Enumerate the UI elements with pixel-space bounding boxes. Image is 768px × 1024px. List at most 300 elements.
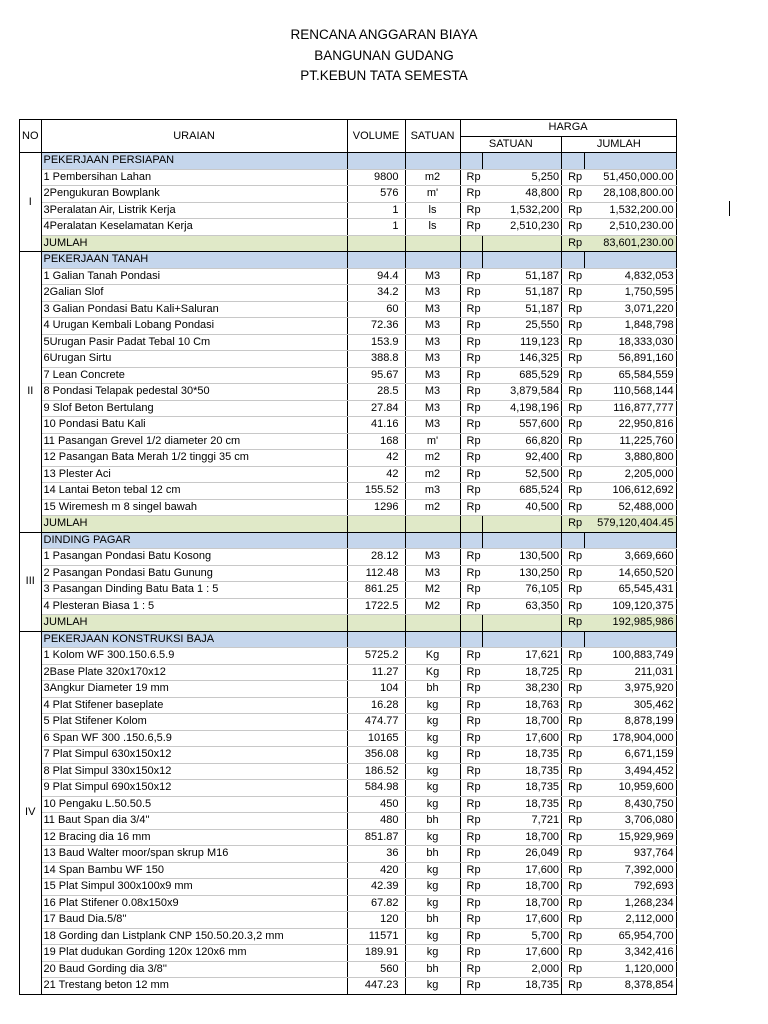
item-price-currency: Rp xyxy=(460,796,483,813)
item-unit: m2 xyxy=(405,466,460,483)
section-total-row xyxy=(20,516,677,533)
item-volume: 72.36 xyxy=(347,318,405,335)
empty-cell xyxy=(460,516,483,533)
item-unit: M3 xyxy=(405,367,460,384)
item-description: 6 Span WF 300 .150.6,5.9 xyxy=(41,730,347,747)
item-unit: ls xyxy=(405,219,460,236)
table-row xyxy=(20,318,677,335)
item-volume: 447.23 xyxy=(347,978,405,995)
item-volume: 27.84 xyxy=(347,400,405,417)
section-title: PEKERJAAN PERSIAPAN xyxy=(41,153,347,170)
item-unit: kg xyxy=(405,780,460,797)
item-total: 51,450,000.00 xyxy=(584,169,676,186)
item-price-currency: Rp xyxy=(460,928,483,945)
item-unit: M3 xyxy=(405,268,460,285)
item-description: 1 Kolom WF 300.150.6.5.9 xyxy=(41,648,347,665)
item-total: 3,669,660 xyxy=(584,549,676,566)
item-volume: 95.67 xyxy=(347,367,405,384)
item-total-currency: Rp xyxy=(562,598,585,615)
header-uraian: URAIAN xyxy=(41,120,347,153)
item-unit: m2 xyxy=(405,169,460,186)
item-total-currency: Rp xyxy=(562,862,585,879)
item-unit: bh xyxy=(405,912,460,929)
item-volume: 560 xyxy=(347,961,405,978)
item-total-currency: Rp xyxy=(562,945,585,962)
item-unit: M3 xyxy=(405,565,460,582)
item-price-currency: Rp xyxy=(460,747,483,764)
empty-cell xyxy=(584,153,676,170)
item-total: 65,584,559 xyxy=(584,367,676,384)
item-total-currency: Rp xyxy=(562,450,585,467)
item-price-currency: Rp xyxy=(460,450,483,467)
item-volume: 104 xyxy=(347,681,405,698)
table-row xyxy=(20,648,677,665)
item-total: 8,878,199 xyxy=(584,714,676,731)
item-total-currency: Rp xyxy=(562,928,585,945)
section-total-currency: Rp xyxy=(562,516,585,533)
header-satuan: SATUAN xyxy=(405,120,460,153)
item-total: 2,510,230.00 xyxy=(584,219,676,236)
section-total-amount: 83,601,230.00 xyxy=(584,235,676,252)
item-price-currency: Rp xyxy=(460,978,483,995)
empty-cell xyxy=(405,516,460,533)
empty-cell xyxy=(460,153,483,170)
item-description: 2Base Plate 320x170x12 xyxy=(41,664,347,681)
header-harga-satuan: SATUAN xyxy=(460,136,562,153)
header-harga: HARGA xyxy=(460,120,676,137)
item-unit: m' xyxy=(405,433,460,450)
empty-cell xyxy=(483,235,562,252)
item-description: 14 Span Bambu WF 150 xyxy=(41,862,347,879)
item-unit-price: 18,735 xyxy=(483,763,562,780)
item-volume: 36 xyxy=(347,846,405,863)
item-price-currency: Rp xyxy=(460,549,483,566)
section-title: DINDING PAGAR xyxy=(41,532,347,549)
item-volume: 861.25 xyxy=(347,582,405,599)
section-number: III xyxy=(20,532,42,631)
document-title xyxy=(0,25,768,87)
item-price-currency: Rp xyxy=(460,268,483,285)
item-unit-price: 48,800 xyxy=(483,186,562,203)
item-volume: 10165 xyxy=(347,730,405,747)
item-unit-price: 119,123 xyxy=(483,334,562,351)
section-header-row xyxy=(20,252,677,269)
item-unit-price: 18,763 xyxy=(483,697,562,714)
item-total-currency: Rp xyxy=(562,961,585,978)
item-description: 16 Plat Stifener 0.08x150x9 xyxy=(41,895,347,912)
item-total-currency: Rp xyxy=(562,483,585,500)
item-total: 116,877,777 xyxy=(584,400,676,417)
item-price-currency: Rp xyxy=(460,780,483,797)
item-unit: M3 xyxy=(405,318,460,335)
item-total: 792,693 xyxy=(584,879,676,896)
item-volume: 155.52 xyxy=(347,483,405,500)
title-line-1: RENCANA ANGGARAN BIAYA xyxy=(290,27,478,42)
item-total-currency: Rp xyxy=(562,499,585,516)
item-unit-price: 18,735 xyxy=(483,780,562,797)
empty-cell xyxy=(347,615,405,632)
item-unit-price: 38,230 xyxy=(483,681,562,698)
empty-cell xyxy=(584,631,676,648)
empty-cell xyxy=(460,615,483,632)
item-total: 1,532,200.00 xyxy=(584,202,676,219)
item-description: 7 Plat Simpul 630x150x12 xyxy=(41,747,347,764)
item-volume: 576 xyxy=(347,186,405,203)
item-description: 19 Plat dudukan Gording 120x 120x6 mm xyxy=(41,945,347,962)
table-row xyxy=(20,549,677,566)
empty-cell xyxy=(460,631,483,648)
item-total: 65,545,431 xyxy=(584,582,676,599)
item-volume: 356.08 xyxy=(347,747,405,764)
item-price-currency: Rp xyxy=(460,912,483,929)
section-total-amount: 192,985,986 xyxy=(584,615,676,632)
empty-cell xyxy=(562,532,585,549)
empty-cell xyxy=(584,532,676,549)
empty-cell xyxy=(584,252,676,269)
item-unit: kg xyxy=(405,945,460,962)
item-unit: bh xyxy=(405,846,460,863)
budget-table-body xyxy=(20,120,677,995)
item-volume: 28.5 xyxy=(347,384,405,401)
item-total-currency: Rp xyxy=(562,796,585,813)
item-total-currency: Rp xyxy=(562,186,585,203)
section-title: PEKERJAAN KONSTRUKSI BAJA xyxy=(41,631,347,648)
empty-cell xyxy=(405,532,460,549)
item-description: 3Peralatan Air, Listrik Kerja xyxy=(41,202,347,219)
table-row xyxy=(20,598,677,615)
item-volume: 168 xyxy=(347,433,405,450)
item-description: 10 Pengaku L.50.50.5 xyxy=(41,796,347,813)
item-unit-price: 1,532,200 xyxy=(483,202,562,219)
table-row xyxy=(20,780,677,797)
item-price-currency: Rp xyxy=(460,582,483,599)
item-volume: 388.8 xyxy=(347,351,405,368)
item-unit: m' xyxy=(405,186,460,203)
item-total-currency: Rp xyxy=(562,895,585,912)
item-total-currency: Rp xyxy=(562,780,585,797)
item-total-currency: Rp xyxy=(562,829,585,846)
table-row xyxy=(20,961,677,978)
item-volume: 1722.5 xyxy=(347,598,405,615)
item-total-currency: Rp xyxy=(562,268,585,285)
item-total: 10,959,600 xyxy=(584,780,676,797)
item-total: 8,430,750 xyxy=(584,796,676,813)
item-total: 52,488,000 xyxy=(584,499,676,516)
item-price-currency: Rp xyxy=(460,829,483,846)
empty-cell xyxy=(562,252,585,269)
item-total: 1,268,234 xyxy=(584,895,676,912)
section-number: II xyxy=(20,252,42,533)
item-unit-price: 557,600 xyxy=(483,417,562,434)
item-total-currency: Rp xyxy=(562,433,585,450)
item-total: 937,764 xyxy=(584,846,676,863)
table-row xyxy=(20,945,677,962)
item-total-currency: Rp xyxy=(562,730,585,747)
table-row xyxy=(20,565,677,582)
table-row xyxy=(20,697,677,714)
item-volume: 94.4 xyxy=(347,268,405,285)
item-description: 4 Plat Stifener baseplate xyxy=(41,697,347,714)
item-description: 9 Slof Beton Bertulang xyxy=(41,400,347,417)
item-total-currency: Rp xyxy=(562,681,585,698)
item-unit: kg xyxy=(405,862,460,879)
empty-cell xyxy=(405,153,460,170)
item-description: 4 Plesteran Biasa 1 : 5 xyxy=(41,598,347,615)
item-price-currency: Rp xyxy=(460,565,483,582)
item-unit: Kg xyxy=(405,648,460,665)
empty-cell xyxy=(562,631,585,648)
item-total-currency: Rp xyxy=(562,747,585,764)
section-header-row xyxy=(20,532,677,549)
item-price-currency: Rp xyxy=(460,598,483,615)
empty-cell xyxy=(483,252,562,269)
item-total-currency: Rp xyxy=(562,417,585,434)
item-total-currency: Rp xyxy=(562,912,585,929)
item-total-currency: Rp xyxy=(562,664,585,681)
item-price-currency: Rp xyxy=(460,879,483,896)
item-volume: 1 xyxy=(347,219,405,236)
table-row xyxy=(20,747,677,764)
item-unit-price: 18,700 xyxy=(483,714,562,731)
item-total-currency: Rp xyxy=(562,697,585,714)
item-description: 9 Plat Simpul 690x150x12 xyxy=(41,780,347,797)
item-unit: kg xyxy=(405,978,460,995)
item-total: 3,494,452 xyxy=(584,763,676,780)
empty-cell xyxy=(460,532,483,549)
item-price-currency: Rp xyxy=(460,961,483,978)
empty-cell xyxy=(405,235,460,252)
item-volume: 112.48 xyxy=(347,565,405,582)
item-unit: kg xyxy=(405,796,460,813)
table-row xyxy=(20,285,677,302)
item-volume: 67.82 xyxy=(347,895,405,912)
item-description: 8 Pondasi Telapak pedestal 30*50 xyxy=(41,384,347,401)
table-row xyxy=(20,796,677,813)
item-unit: M2 xyxy=(405,582,460,599)
text-cursor xyxy=(729,201,730,216)
item-price-currency: Rp xyxy=(460,351,483,368)
item-unit: kg xyxy=(405,697,460,714)
title-line-2: BANGUNAN GUDANG xyxy=(314,47,454,63)
item-price-currency: Rp xyxy=(460,499,483,516)
item-price-currency: Rp xyxy=(460,664,483,681)
item-volume: 11.27 xyxy=(347,664,405,681)
item-total: 7,392,000 xyxy=(584,862,676,879)
empty-cell xyxy=(347,516,405,533)
item-price-currency: Rp xyxy=(460,697,483,714)
item-unit-price: 52,500 xyxy=(483,466,562,483)
item-description: 3Angkur Diameter 19 mm xyxy=(41,681,347,698)
item-unit: kg xyxy=(405,895,460,912)
item-description: 18 Gording dan Listplank CNP 150.50.20.3,2 mm xyxy=(41,928,347,945)
item-description: 2Pengukuran Bowplank xyxy=(41,186,347,203)
item-price-currency: Rp xyxy=(460,367,483,384)
item-volume: 42 xyxy=(347,466,405,483)
item-description: 4 Urugan Kembali Lobang Pondasi xyxy=(41,318,347,335)
item-total-currency: Rp xyxy=(562,714,585,731)
item-unit-price: 18,735 xyxy=(483,747,562,764)
item-unit-price: 146,325 xyxy=(483,351,562,368)
item-description: 1 Galian Tanah Pondasi xyxy=(41,268,347,285)
item-unit: M3 xyxy=(405,334,460,351)
item-total: 106,612,692 xyxy=(584,483,676,500)
empty-cell xyxy=(562,153,585,170)
item-unit-price: 40,500 xyxy=(483,499,562,516)
table-row xyxy=(20,895,677,912)
item-description: 5Urugan Pasir Padat Tebal 10 Cm xyxy=(41,334,347,351)
empty-cell xyxy=(347,631,405,648)
item-price-currency: Rp xyxy=(460,400,483,417)
table-row xyxy=(20,681,677,698)
item-unit-price: 4,198,196 xyxy=(483,400,562,417)
item-unit-price: 5,250 xyxy=(483,169,562,186)
table-row xyxy=(20,928,677,945)
empty-cell xyxy=(483,631,562,648)
item-total-currency: Rp xyxy=(562,582,585,599)
item-description: 7 Lean Concrete xyxy=(41,367,347,384)
item-unit: M3 xyxy=(405,417,460,434)
item-price-currency: Rp xyxy=(460,730,483,747)
item-volume: 584.98 xyxy=(347,780,405,797)
item-description: 2Galian Slof xyxy=(41,285,347,302)
section-total-amount: 579,120,404.45 xyxy=(584,516,676,533)
item-volume: 1 xyxy=(347,202,405,219)
item-unit-price: 18,735 xyxy=(483,978,562,995)
item-unit-price: 3,879,584 xyxy=(483,384,562,401)
item-unit: M3 xyxy=(405,400,460,417)
item-total: 109,120,375 xyxy=(584,598,676,615)
section-header-row xyxy=(20,631,677,648)
item-description: 3 Galian Pondasi Batu Kali+Saluran xyxy=(41,301,347,318)
item-price-currency: Rp xyxy=(460,648,483,665)
item-description: 13 Plester Aci xyxy=(41,466,347,483)
table-row xyxy=(20,186,677,203)
item-total-currency: Rp xyxy=(562,549,585,566)
section-total-row xyxy=(20,235,677,252)
table-row xyxy=(20,730,677,747)
item-total: 178,904,000 xyxy=(584,730,676,747)
item-total-currency: Rp xyxy=(562,202,585,219)
item-description: 17 Baud Dia.5/8'' xyxy=(41,912,347,929)
item-total-currency: Rp xyxy=(562,763,585,780)
item-total-currency: Rp xyxy=(562,367,585,384)
item-total: 2,112,000 xyxy=(584,912,676,929)
item-total: 1,120,000 xyxy=(584,961,676,978)
section-title: PEKERJAAN TANAH xyxy=(41,252,347,269)
item-unit-price: 18,735 xyxy=(483,796,562,813)
section-total-currency: Rp xyxy=(562,235,585,252)
item-description: 21 Trestang beton 12 mm xyxy=(41,978,347,995)
item-total: 1,750,595 xyxy=(584,285,676,302)
item-total: 3,071,220 xyxy=(584,301,676,318)
item-price-currency: Rp xyxy=(460,384,483,401)
item-unit: m2 xyxy=(405,499,460,516)
item-price-currency: Rp xyxy=(460,895,483,912)
item-unit-price: 18,700 xyxy=(483,895,562,912)
item-unit: M3 xyxy=(405,549,460,566)
empty-cell xyxy=(483,532,562,549)
item-price-currency: Rp xyxy=(460,334,483,351)
table-row xyxy=(20,912,677,929)
table-row xyxy=(20,483,677,500)
item-description: 10 Pondasi Batu Kali xyxy=(41,417,347,434)
item-unit: Kg xyxy=(405,664,460,681)
item-total-currency: Rp xyxy=(562,879,585,896)
item-unit: bh xyxy=(405,681,460,698)
item-unit-price: 18,725 xyxy=(483,664,562,681)
item-total: 3,880,800 xyxy=(584,450,676,467)
item-price-currency: Rp xyxy=(460,862,483,879)
item-unit: kg xyxy=(405,879,460,896)
table-row xyxy=(20,450,677,467)
table-row xyxy=(20,169,677,186)
item-description: 2 Pasangan Pondasi Batu Gunung xyxy=(41,565,347,582)
item-unit: kg xyxy=(405,763,460,780)
item-total: 65,954,700 xyxy=(584,928,676,945)
table-row xyxy=(20,400,677,417)
item-unit-price: 130,500 xyxy=(483,549,562,566)
item-volume: 480 xyxy=(347,813,405,830)
item-description: 14 Lantai Beton tebal 12 cm xyxy=(41,483,347,500)
item-price-currency: Rp xyxy=(460,466,483,483)
item-unit: kg xyxy=(405,829,460,846)
item-total: 4,832,053 xyxy=(584,268,676,285)
section-total-label: JUMLAH xyxy=(41,615,347,632)
table-row xyxy=(20,351,677,368)
item-total: 22,950,816 xyxy=(584,417,676,434)
item-total: 3,975,920 xyxy=(584,681,676,698)
item-total: 15,929,969 xyxy=(584,829,676,846)
item-unit-price: 18,700 xyxy=(483,829,562,846)
item-total: 110,568,144 xyxy=(584,384,676,401)
item-total-currency: Rp xyxy=(562,813,585,830)
empty-cell xyxy=(405,615,460,632)
budget-table xyxy=(19,119,677,995)
table-row xyxy=(20,367,677,384)
item-price-currency: Rp xyxy=(460,202,483,219)
item-total-currency: Rp xyxy=(562,400,585,417)
empty-cell xyxy=(483,615,562,632)
item-volume: 186.52 xyxy=(347,763,405,780)
item-price-currency: Rp xyxy=(460,813,483,830)
item-total: 211,031 xyxy=(584,664,676,681)
table-row xyxy=(20,763,677,780)
empty-cell xyxy=(347,235,405,252)
item-volume: 189.91 xyxy=(347,945,405,962)
item-description: 13 Baud Walter moor/span skrup M16 xyxy=(41,846,347,863)
item-total: 56,891,160 xyxy=(584,351,676,368)
section-total-row xyxy=(20,615,677,632)
item-description: 11 Baut Span dia 3/4'' xyxy=(41,813,347,830)
item-description: 11 Pasangan Grevel 1/2 diameter 20 cm xyxy=(41,433,347,450)
item-description: 8 Plat Simpul 330x150x12 xyxy=(41,763,347,780)
item-volume: 41.16 xyxy=(347,417,405,434)
item-unit-price: 17,600 xyxy=(483,862,562,879)
item-total: 305,462 xyxy=(584,697,676,714)
item-unit-price: 51,187 xyxy=(483,285,562,302)
table-row xyxy=(20,268,677,285)
item-volume: 450 xyxy=(347,796,405,813)
item-unit-price: 2,510,230 xyxy=(483,219,562,236)
item-total-currency: Rp xyxy=(562,565,585,582)
item-unit-price: 17,621 xyxy=(483,648,562,665)
item-price-currency: Rp xyxy=(460,318,483,335)
item-price-currency: Rp xyxy=(460,186,483,203)
empty-cell xyxy=(405,631,460,648)
item-volume: 11571 xyxy=(347,928,405,945)
item-total: 14,650,520 xyxy=(584,565,676,582)
header-jumlah: JUMLAH xyxy=(562,136,677,153)
